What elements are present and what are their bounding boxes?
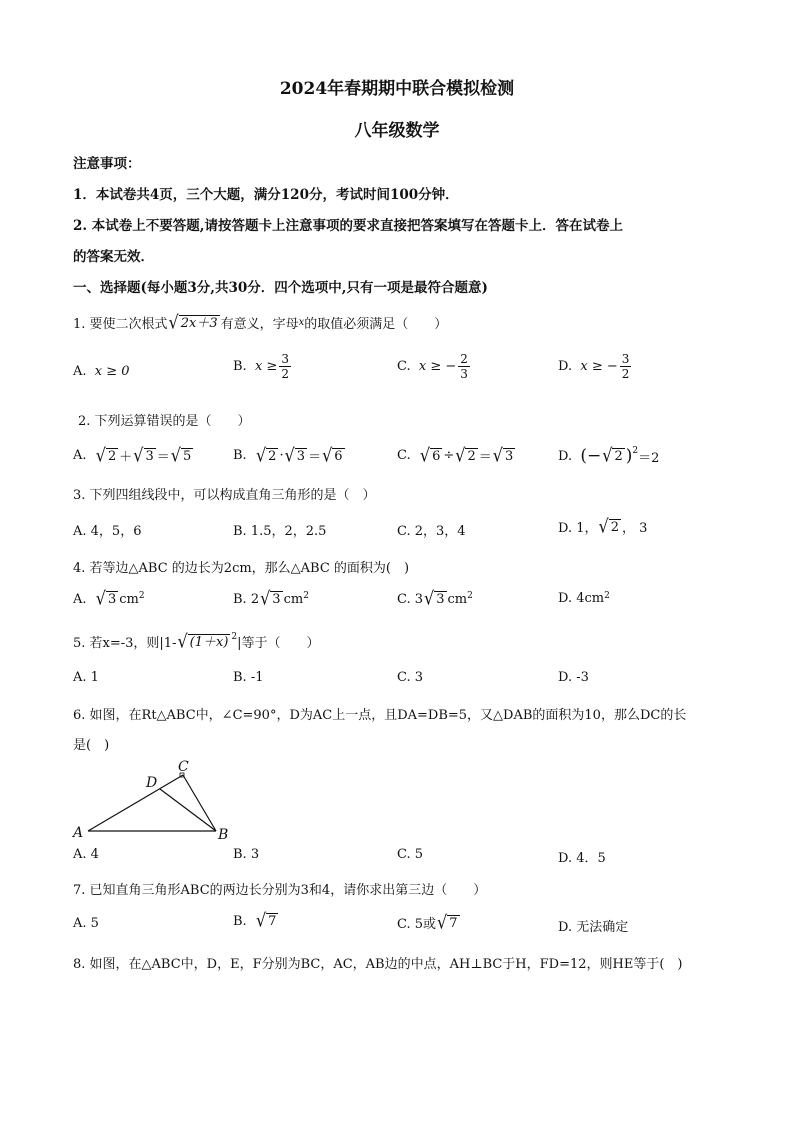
sqrt-expression: √ 3 bbox=[133, 444, 154, 466]
fraction bbox=[458, 352, 470, 381]
q1-variable: x bbox=[298, 317, 305, 328]
sqrt-expression: √ 7 bbox=[437, 911, 458, 933]
denominator: 3 bbox=[460, 367, 468, 381]
radicand: 3 bbox=[436, 592, 445, 607]
q5-option-d: D. -3 bbox=[558, 670, 589, 685]
q3-option-a: A. 4，5，6 bbox=[73, 524, 142, 539]
q2-option-c bbox=[397, 446, 516, 465]
operator: · bbox=[279, 448, 284, 463]
radicand: 2 bbox=[610, 519, 619, 535]
side-ac bbox=[88, 775, 183, 831]
question-6-stem-line1: 6. 如图，在Rt△ABC中，∠C=90°，D为AC上一点，且DA=DB=5，又△DAB的面积为10，那么DC的长 bbox=[73, 708, 687, 723]
sqrt-expression: √ (1＋x) bbox=[177, 630, 229, 652]
paren-close: ) bbox=[625, 446, 633, 466]
radicand: 3 bbox=[272, 592, 281, 607]
operator: ÷ bbox=[443, 448, 455, 463]
option-label: A. bbox=[73, 591, 87, 607]
option-label: B. bbox=[233, 913, 247, 929]
sqrt-expression: √ 2 bbox=[255, 444, 277, 466]
q7-option-a: A. 5 bbox=[73, 916, 99, 931]
exponent: 2 bbox=[303, 591, 309, 601]
operator: ＝ bbox=[308, 450, 322, 465]
q1-stem-part3: 的取值必须满足（ ） bbox=[304, 317, 448, 332]
sqrt-expression: √ 3 bbox=[284, 444, 306, 466]
question-3-stem: 3. 下列四组线段中，可以构成直角三角形的是（ ） bbox=[73, 488, 376, 503]
q6-option-d: D. 4．5 bbox=[558, 851, 606, 866]
denominator: 2 bbox=[281, 367, 289, 381]
radicand: (1＋x) bbox=[189, 634, 229, 650]
operator: ＝ bbox=[156, 450, 170, 465]
q3-option-d bbox=[558, 517, 647, 536]
numerator: 2 bbox=[460, 352, 468, 366]
q1-option-c bbox=[397, 352, 472, 381]
exponent: 2 bbox=[231, 632, 238, 642]
q5-stem-part2: |等于（ ） bbox=[237, 636, 320, 651]
q7-option-b bbox=[233, 909, 279, 932]
option-text: ＝2 bbox=[638, 450, 660, 466]
radicand: 3 bbox=[145, 448, 154, 464]
sqrt-expression: √ 2x＋3 bbox=[168, 311, 218, 333]
side-cb bbox=[183, 775, 216, 831]
radicand: 2 bbox=[108, 448, 117, 464]
numerator: 3 bbox=[621, 352, 630, 366]
sqrt-expression: √ 2 bbox=[455, 444, 476, 466]
q3-option-b: B. 1.5，2，2.5 bbox=[233, 524, 327, 539]
question-6-stem-line2: 是( ) bbox=[73, 738, 110, 753]
option-label: D. bbox=[558, 448, 573, 464]
exponent: 2 bbox=[604, 591, 610, 601]
q5-option-c: C. 3 bbox=[397, 670, 424, 685]
radicand: 3 bbox=[504, 448, 514, 464]
exam-subtitle: 八年级数学 bbox=[354, 121, 440, 141]
option-label: B. bbox=[233, 448, 247, 463]
sqrt-expression: √ 3 bbox=[95, 587, 117, 610]
q2-option-a bbox=[73, 446, 194, 465]
q6-option-a: A. 4 bbox=[73, 847, 99, 862]
operator: ＝ bbox=[478, 450, 492, 465]
option-text: x ≥ − bbox=[580, 359, 618, 374]
unit: cm bbox=[447, 591, 468, 607]
q4-option-d bbox=[558, 591, 610, 606]
option-label: B. bbox=[233, 359, 247, 374]
note-1: 1．本试卷共4页，三个大题，满分120分，考试时间100分钟． bbox=[73, 187, 459, 203]
option-label: B. 2 bbox=[233, 591, 260, 607]
numerator: 3 bbox=[281, 352, 289, 366]
option-label: C. bbox=[397, 359, 411, 374]
question-1-stem bbox=[73, 313, 447, 332]
sqrt-expression: √ 6 bbox=[419, 444, 441, 466]
sqrt-expression: √ 2 bbox=[602, 444, 623, 467]
fraction bbox=[620, 352, 632, 381]
radicand: 6 bbox=[334, 448, 343, 464]
q2-option-d bbox=[558, 446, 659, 466]
vertex-label-b: B bbox=[218, 827, 229, 843]
exponent: 2 bbox=[467, 591, 473, 601]
radicand: 2 bbox=[467, 448, 476, 464]
q5-option-a: A. 1 bbox=[73, 670, 99, 685]
option-text: C. 5或 bbox=[397, 917, 437, 932]
q1-option-a bbox=[73, 364, 130, 379]
radicand: 7 bbox=[449, 915, 458, 931]
exponent: 2 bbox=[632, 446, 639, 456]
vertex-label-c: C bbox=[178, 759, 189, 775]
option-text: D. 1， bbox=[558, 521, 598, 536]
question-8-stem: 8. 如图，在△ABC中，D，E，F分别为BC，AC，AB边的中点，AH⊥BC于H，FD=12，则HE等于( ) bbox=[73, 957, 683, 972]
q5-stem-part1: 5. 若x=-3，则|1- bbox=[73, 636, 177, 651]
point-label-d: D bbox=[146, 775, 158, 791]
q7-option-c bbox=[397, 913, 461, 932]
vertex-label-a: A bbox=[73, 825, 84, 841]
radicand: 7 bbox=[268, 914, 277, 929]
radicand: 2 bbox=[268, 448, 277, 464]
sqrt-expression: √ 3 bbox=[424, 587, 445, 610]
q5-option-b: B. -1 bbox=[233, 670, 264, 685]
question-2-stem: 2. 下列运算错误的是（ ） bbox=[78, 414, 251, 429]
sqrt-expression: √ 2 bbox=[95, 444, 117, 466]
q4-option-a bbox=[73, 587, 145, 610]
sqrt-expression: √ 3 bbox=[492, 444, 514, 466]
q1-option-d bbox=[558, 352, 633, 381]
option-label: C. 3 bbox=[397, 591, 424, 607]
q4-option-b bbox=[233, 587, 309, 610]
q1-option-b bbox=[233, 352, 293, 381]
q4-option-c bbox=[397, 587, 473, 610]
radicand: 2 bbox=[614, 449, 623, 464]
fraction bbox=[279, 352, 291, 381]
note-2-line1: 2. 本试卷上不要答题,请按答题卡上注意事项的要求直接把答案填写在答题卡上．答在试卷上 bbox=[73, 218, 623, 234]
option-label: A. bbox=[73, 364, 87, 379]
exam-title: 2024年春期期中联合模拟检测 bbox=[279, 79, 515, 99]
option-text: x ≥ 0 bbox=[94, 364, 130, 379]
option-label: A. bbox=[73, 448, 87, 463]
question-7-stem: 7. 已知直角三角形ABC的两边长分别为3和4，请你求出第三边（ ） bbox=[73, 883, 487, 898]
q1-stem-part2: 有意义，字母 bbox=[220, 317, 299, 332]
sqrt-expression: √ 5 bbox=[170, 444, 192, 466]
radicand: 3 bbox=[108, 592, 117, 607]
unit: cm bbox=[119, 591, 139, 607]
note-2-line2: 的答案无效． bbox=[73, 249, 154, 265]
exponent: 2 bbox=[138, 591, 145, 601]
denominator: 2 bbox=[621, 367, 630, 381]
radicand: 2x＋3 bbox=[180, 315, 218, 331]
radicand: 3 bbox=[296, 448, 306, 464]
sqrt-expression: √ 3 bbox=[260, 587, 281, 610]
q1-stem-part1: 1. 要使二次根式 bbox=[73, 317, 168, 332]
sqrt-expression: √ 2 bbox=[598, 515, 619, 537]
radicand: 5 bbox=[183, 448, 192, 464]
section-1-heading: 一、选择题(每小题3分,共30分．四个选项中,只有一项是最符合题意) bbox=[73, 280, 488, 296]
question-4-stem: 4. 若等边△ABC 的边长为2cm，那么△ABC 的面积为( ) bbox=[73, 561, 410, 576]
operator: ＋ bbox=[119, 450, 133, 465]
option-text: D. 4cm bbox=[558, 591, 605, 606]
option-label: C. bbox=[397, 448, 411, 463]
segment-db bbox=[160, 789, 216, 831]
option-text: x ≥ bbox=[254, 359, 278, 374]
unit: cm bbox=[283, 591, 304, 607]
sqrt-expression: √ 7 bbox=[255, 909, 277, 932]
q3-option-c: C. 2，3，4 bbox=[397, 524, 466, 539]
option-text: ， 3 bbox=[621, 521, 648, 536]
notes-heading: 注意事项： bbox=[73, 156, 141, 172]
sqrt-expression: √ 6 bbox=[322, 444, 343, 466]
q6-option-c: C. 5 bbox=[397, 847, 424, 862]
triangle-figure bbox=[70, 755, 240, 845]
paren-open: (− bbox=[580, 446, 602, 466]
option-text: x ≥ − bbox=[418, 359, 457, 374]
q6-option-b: B. 3 bbox=[233, 847, 260, 862]
q7-option-d: D. 无法确定 bbox=[558, 920, 629, 935]
question-5-stem bbox=[73, 632, 320, 651]
option-label: D. bbox=[558, 359, 573, 374]
q2-option-b bbox=[233, 446, 346, 465]
radicand: 6 bbox=[432, 448, 441, 464]
